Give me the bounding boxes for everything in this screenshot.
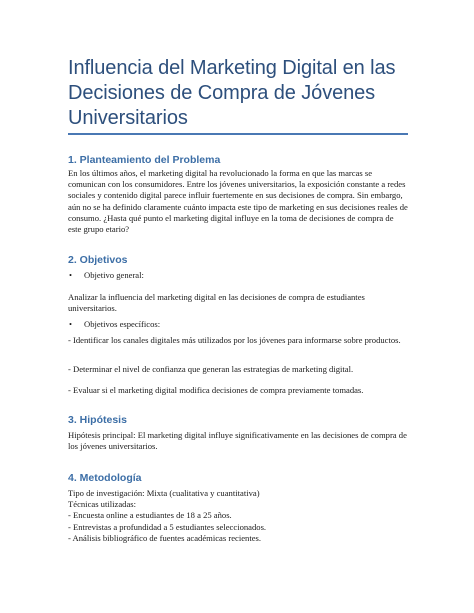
objetivo-especifico-item: - Identificar los canales digitales más utilizados por los jóvenes para informarse sobre productos. (68, 335, 401, 345)
section-heading-metodologia: 4. Metodología (68, 472, 142, 484)
objetivo-general-text: Analizar la influencia del marketing digital en las decisiones de compra de estudiantes universitarios. (68, 292, 365, 314)
metodologia-line: - Entrevistas a profundidad a 5 estudiantes seleccionados. (68, 521, 267, 532)
hipotesis-paragraph: Hipótesis principal: El marketing digital influye significativamente en las decisiones de compra de los jóvenes universitarios. (68, 430, 407, 452)
metodologia-line: Técnicas utilizadas: (68, 499, 137, 510)
objetivos-especificos-block (68, 319, 408, 330)
objetivos-especificos-label: • Objetivos específicos: (68, 319, 408, 330)
section-metodologia (68, 488, 408, 544)
objetivo-especifico-item: - Determinar el nivel de confianza que generan las estrategias de marketing digital. (68, 364, 354, 374)
section-heading-objetivos: 2. Objetivos (68, 254, 128, 266)
objetivos-especificos-list (68, 319, 408, 330)
metodologia-line: - Análisis bibliográfico de fuentes académicas recientes. (68, 532, 262, 543)
section-problema (68, 168, 408, 235)
objetivo-general-list (68, 270, 408, 281)
objetivo-general-block (68, 292, 408, 314)
section-hipotesis (68, 430, 408, 452)
objetivo-general-label: • Objetivo general: (68, 270, 408, 281)
objetivo-especifico-2-block (68, 364, 408, 375)
objetivo-especifico-3-block (68, 385, 408, 396)
section-heading-hipotesis: 3. Hipótesis (68, 414, 127, 426)
objetivo-especifico-1-block (68, 335, 408, 346)
section-objetivos (68, 270, 408, 281)
document-title: Influencia del Marketing Digital en las Decisiones de Compra de Jóvenes Universitarios (68, 57, 396, 129)
metodologia-line: - Encuesta online a estudiantes de 18 a 25 años. (68, 510, 232, 521)
title-divider (68, 133, 408, 135)
section-heading-problema: 1. Planteamiento del Problema (68, 154, 221, 166)
problema-paragraph: En los últimos años, el marketing digital ha revolucionado la forma en que las marcas se comunican con los consumidores. Entre los jóvenes universitarios, la exposición constante a redes sociales y contenido digital parece influir fuertemente en sus decisiones de compra. Sin embargo, aún no se ha definido claramente cuánto impacta este tipo de marketing en sus decisiones reales de consumo. ¿Hasta qué punto el marketing digital influye en la toma de decisiones de compra de este grupo etario? (68, 168, 408, 235)
metodologia-line: Tipo de investigación: Mixta (cualitativa y cuantitativa) (68, 488, 260, 498)
objetivo-especifico-item: - Evaluar si el marketing digital modifica decisiones de compra previamente tomadas. (68, 385, 364, 395)
